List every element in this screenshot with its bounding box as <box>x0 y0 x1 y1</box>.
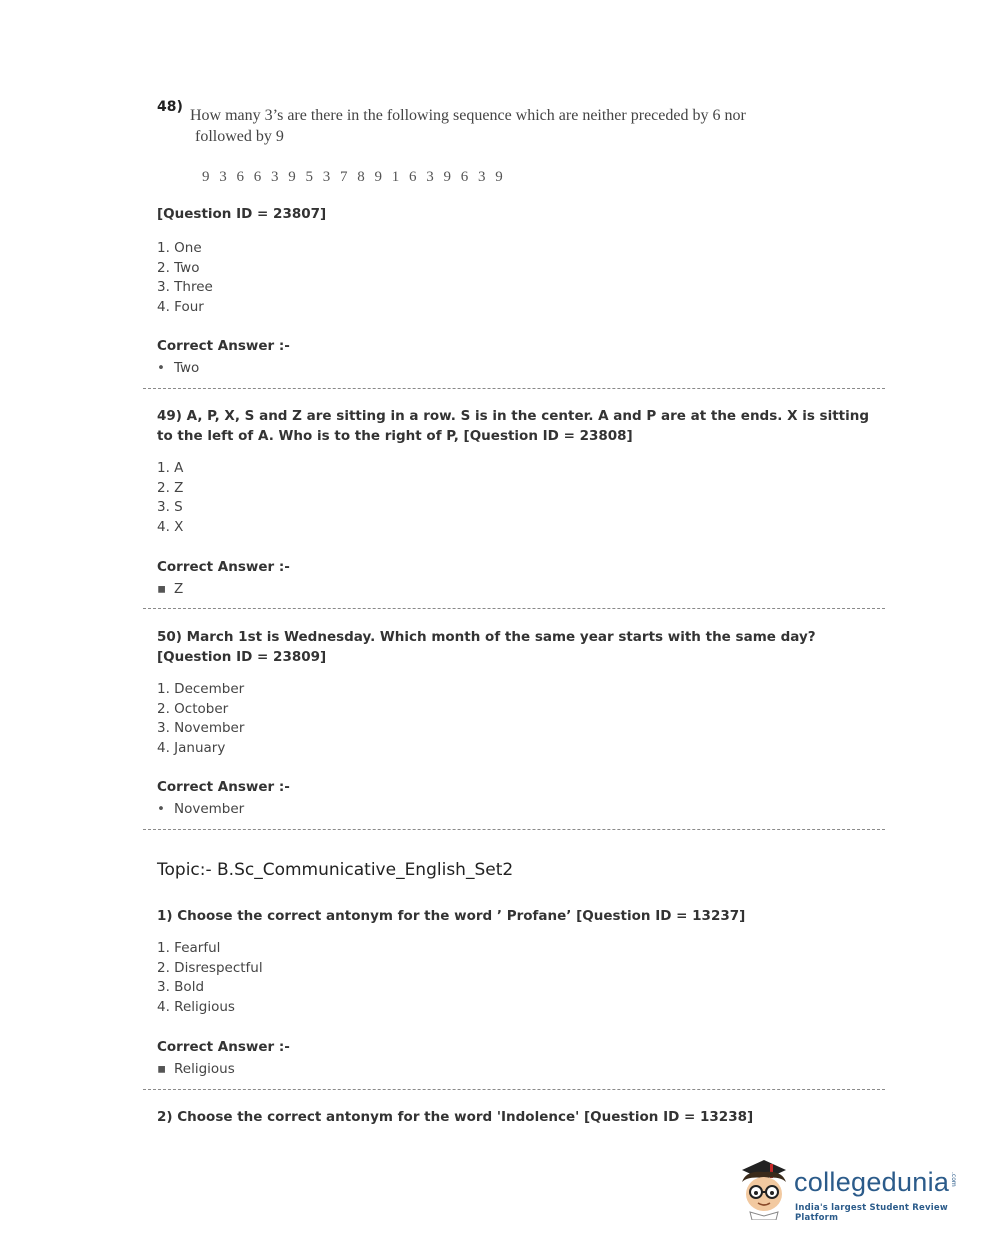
correct-answer-value: November <box>174 801 245 817</box>
options-list <box>157 459 183 537</box>
option: 1. Fearful <box>157 940 221 956</box>
number-sequence: 9 3 6 6 3 9 5 3 7 8 9 1 6 3 9 6 3 9 <box>202 169 504 185</box>
option: 2. Z <box>157 479 184 496</box>
question-text-line1: How many 3’s are there in the following sequence which are neither preceded by 6 nor <box>190 107 746 124</box>
option: 3. November <box>157 720 245 737</box>
option: 4. Religious <box>157 998 235 1015</box>
option: 2. Two <box>157 259 200 276</box>
correct-answer-label: Correct Answer :- <box>157 1039 290 1055</box>
option: 1. A <box>157 460 184 476</box>
option: 1. December <box>157 681 245 697</box>
option: 2. Disrespectful <box>157 959 263 976</box>
correct-answer-label: Correct Answer :- <box>157 559 290 575</box>
question-text-line2: followed by 9 <box>195 128 284 145</box>
correct-answer-value: Religious <box>174 1061 235 1077</box>
correct-answer-label: Correct Answer :- <box>157 779 290 795</box>
options-list <box>157 239 213 317</box>
correct-answer <box>157 581 183 597</box>
question-number: 48) <box>157 99 183 115</box>
correct-answer <box>157 801 244 817</box>
logo-name: collegedunia <box>794 1167 950 1197</box>
bullet-icon: • <box>157 360 165 376</box>
option: 3. Three <box>157 279 213 296</box>
topic-heading: Topic:- B.Sc_Communicative_English_Set2 <box>157 860 514 880</box>
question-text: 49) A, P, X, S and Z are sitting in a row. S is in the center. A and P are at the ends. X is sitting to the left of A. Who is to the right of P, [Question ID = 23808] <box>157 408 870 444</box>
bullet-icon: ▪ <box>157 581 167 597</box>
option: 2. October <box>157 700 229 717</box>
correct-answer <box>157 360 199 376</box>
divider <box>143 608 885 609</box>
correct-answer <box>157 1061 235 1077</box>
bullet-icon: ▪ <box>157 1061 167 1077</box>
option: 3. Bold <box>157 979 205 996</box>
bullet-icon: • <box>157 801 165 817</box>
correct-answer-value: Two <box>174 360 200 376</box>
question-id: [Question ID = 23807] <box>157 206 327 222</box>
divider <box>143 388 885 389</box>
options-list <box>157 680 244 758</box>
correct-answer-value: Z <box>174 581 184 597</box>
option: 3. S <box>157 499 183 516</box>
logo-tagline: India's largest Student Review Platform <box>795 1203 948 1223</box>
option: 1. One <box>157 240 202 256</box>
option: 4. January <box>157 739 226 756</box>
options-list <box>157 939 263 1017</box>
correct-answer-label: Correct Answer :- <box>157 338 290 354</box>
option: 4. Four <box>157 298 204 315</box>
question-text: 1) Choose the correct antonym for the word ’ Profane’ [Question ID = 13237] <box>157 908 746 924</box>
question-text: 50) March 1st is Wednesday. Which month of the same year starts with the same day? [Question ID = 23809] <box>157 629 816 665</box>
mascot-logo-icon <box>736 1156 792 1220</box>
divider <box>143 829 885 830</box>
logo-suffix: .com <box>950 1172 957 1187</box>
divider <box>143 1089 885 1090</box>
question-text: 2) Choose the correct antonym for the word 'Indolence' [Question ID = 13238] <box>157 1109 754 1125</box>
option: 4. X <box>157 518 184 535</box>
